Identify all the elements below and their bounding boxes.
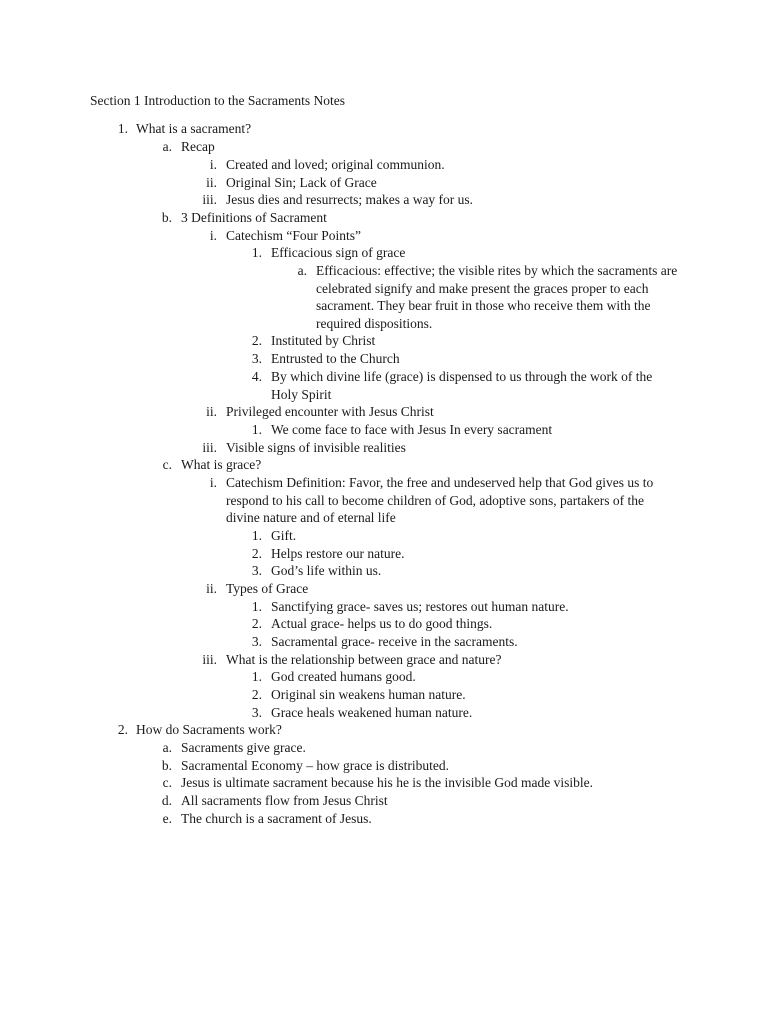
list-marker: 2. <box>117 722 128 737</box>
list-marker: i. <box>209 157 217 172</box>
list-marker: i. <box>209 228 217 243</box>
list-item-text: Jesus dies and resurrects; makes a way for us. <box>226 192 474 207</box>
list-item-text: Catechism Definition: Favor, the free and undeserved help that God gives us to respond to his call to become children of God, adoptive sons, partakers of the divine nature and of eternal life <box>226 475 654 526</box>
list-item <box>202 439 406 457</box>
list-marker: 3. <box>251 634 262 649</box>
list-item <box>251 350 400 368</box>
list-item-text: Catechism “Four Points” <box>226 228 361 243</box>
list-item-text: Efficacious: effective; the visible rites by which the sacraments are celebrated signify and make present the graces proper to each sacrament. They bear fruit in those who receive them with the required dispositions. <box>316 263 678 332</box>
list-marker: i. <box>209 475 217 490</box>
list-item-text: We come face to face with Jesus In every sacrament <box>271 422 553 437</box>
list-item-text: Privileged encounter with Jesus Christ <box>226 404 434 419</box>
list-item-text: Created and loved; original communion. <box>226 157 445 172</box>
list-item-text: Instituted by Christ <box>271 333 376 348</box>
list-item-text: Grace heals weakened human nature. <box>271 705 473 720</box>
list-item <box>202 651 502 669</box>
list-item <box>251 668 416 686</box>
list-marker: b. <box>161 758 172 773</box>
list-marker: iii. <box>202 192 217 207</box>
list-marker: 2. <box>251 687 262 702</box>
list-item <box>251 244 406 262</box>
list-marker: b. <box>161 210 172 225</box>
list-item <box>161 792 388 810</box>
list-item <box>251 686 466 704</box>
list-marker: ii. <box>206 581 217 596</box>
list-item <box>251 615 493 633</box>
list-item-text: What is a sacrament? <box>136 121 252 136</box>
list-item <box>209 227 361 245</box>
list-item <box>161 757 450 775</box>
list-marker: 4. <box>251 369 262 384</box>
list-item-text: What is grace? <box>181 457 262 472</box>
list-item-text: Original sin weakens human nature. <box>271 687 466 702</box>
list-item-text: Sacramental Economy – how grace is distributed. <box>181 758 450 773</box>
list-marker: a. <box>162 740 172 755</box>
list-marker: c. <box>162 775 172 790</box>
list-item <box>251 421 553 439</box>
list-marker: 1. <box>251 669 262 684</box>
list-marker: 3. <box>251 563 262 578</box>
list-item-text: What is the relationship between grace and nature? <box>226 652 502 667</box>
list-item-text: All sacraments flow from Jesus Christ <box>181 793 388 808</box>
list-item <box>162 810 372 828</box>
list-item <box>206 403 434 421</box>
list-item-text: Sanctifying grace- saves us; restores out human nature. <box>271 599 569 614</box>
list-item-text: Efficacious sign of grace <box>271 245 406 260</box>
list-item-text: Sacramental grace- receive in the sacraments. <box>271 634 518 649</box>
list-item-text: Jesus is ultimate sacrament because his he is the invisible God made visible. <box>181 775 594 790</box>
list-item-text: The church is a sacrament of Jesus. <box>181 811 372 826</box>
list-item-text: Visible signs of invisible realities <box>226 440 406 455</box>
list-item <box>251 527 297 545</box>
list-item <box>206 174 377 192</box>
list-item-text: 3 Definitions of Sacrament <box>181 210 327 225</box>
list-item-text: God created humans good. <box>271 669 416 684</box>
list-item-text: Types of Grace <box>226 581 309 596</box>
list-item <box>251 545 405 563</box>
list-item <box>117 120 252 138</box>
list-item <box>162 138 215 156</box>
list-item <box>251 332 376 350</box>
list-item <box>117 721 282 739</box>
list-marker: 3. <box>251 705 262 720</box>
list-marker: iii. <box>202 440 217 455</box>
list-item-text: How do Sacraments work? <box>136 722 282 737</box>
list-item <box>251 368 671 403</box>
list-marker: 2. <box>251 333 262 348</box>
list-item <box>251 562 382 580</box>
list-item <box>162 456 262 474</box>
list-marker: d. <box>161 793 172 808</box>
list-marker: a. <box>297 263 307 278</box>
list-item-text: Entrusted to the Church <box>271 351 400 366</box>
list-item <box>209 156 445 174</box>
list-marker: 1. <box>251 245 262 260</box>
list-item-text: Recap <box>181 139 215 154</box>
list-item <box>297 262 684 333</box>
page-title: Section 1 Introduction to the Sacraments Notes <box>90 93 345 108</box>
list-marker: ii. <box>206 404 217 419</box>
list-item-text: Sacraments give grace. <box>181 740 306 755</box>
list-item-text: Helps restore our nature. <box>271 546 405 561</box>
list-marker: 1. <box>251 528 262 543</box>
list-item <box>209 474 674 527</box>
list-marker: ii. <box>206 175 217 190</box>
list-item-text: God’s life within us. <box>271 563 382 578</box>
list-item <box>206 580 309 598</box>
list-marker: 1. <box>117 121 128 136</box>
list-marker: 2. <box>251 616 262 631</box>
list-item <box>251 598 569 616</box>
list-item <box>251 704 473 722</box>
list-item <box>162 774 594 792</box>
list-item <box>251 633 518 651</box>
list-marker: 1. <box>251 422 262 437</box>
list-item-text: By which divine life (grace) is dispensed to us through the work of the Holy Spirit <box>271 369 653 402</box>
list-item <box>202 191 474 209</box>
list-marker: e. <box>162 811 172 826</box>
list-marker: c. <box>162 457 172 472</box>
list-marker: 3. <box>251 351 262 366</box>
list-marker: 1. <box>251 599 262 614</box>
list-item <box>161 209 327 227</box>
list-item-text: Gift. <box>271 528 297 543</box>
list-item <box>162 739 306 757</box>
list-item-text: Original Sin; Lack of Grace <box>226 175 377 190</box>
list-item-text: Actual grace- helps us to do good things. <box>271 616 493 631</box>
list-marker: 2. <box>251 546 262 561</box>
list-marker: iii. <box>202 652 217 667</box>
list-marker: a. <box>162 139 172 154</box>
